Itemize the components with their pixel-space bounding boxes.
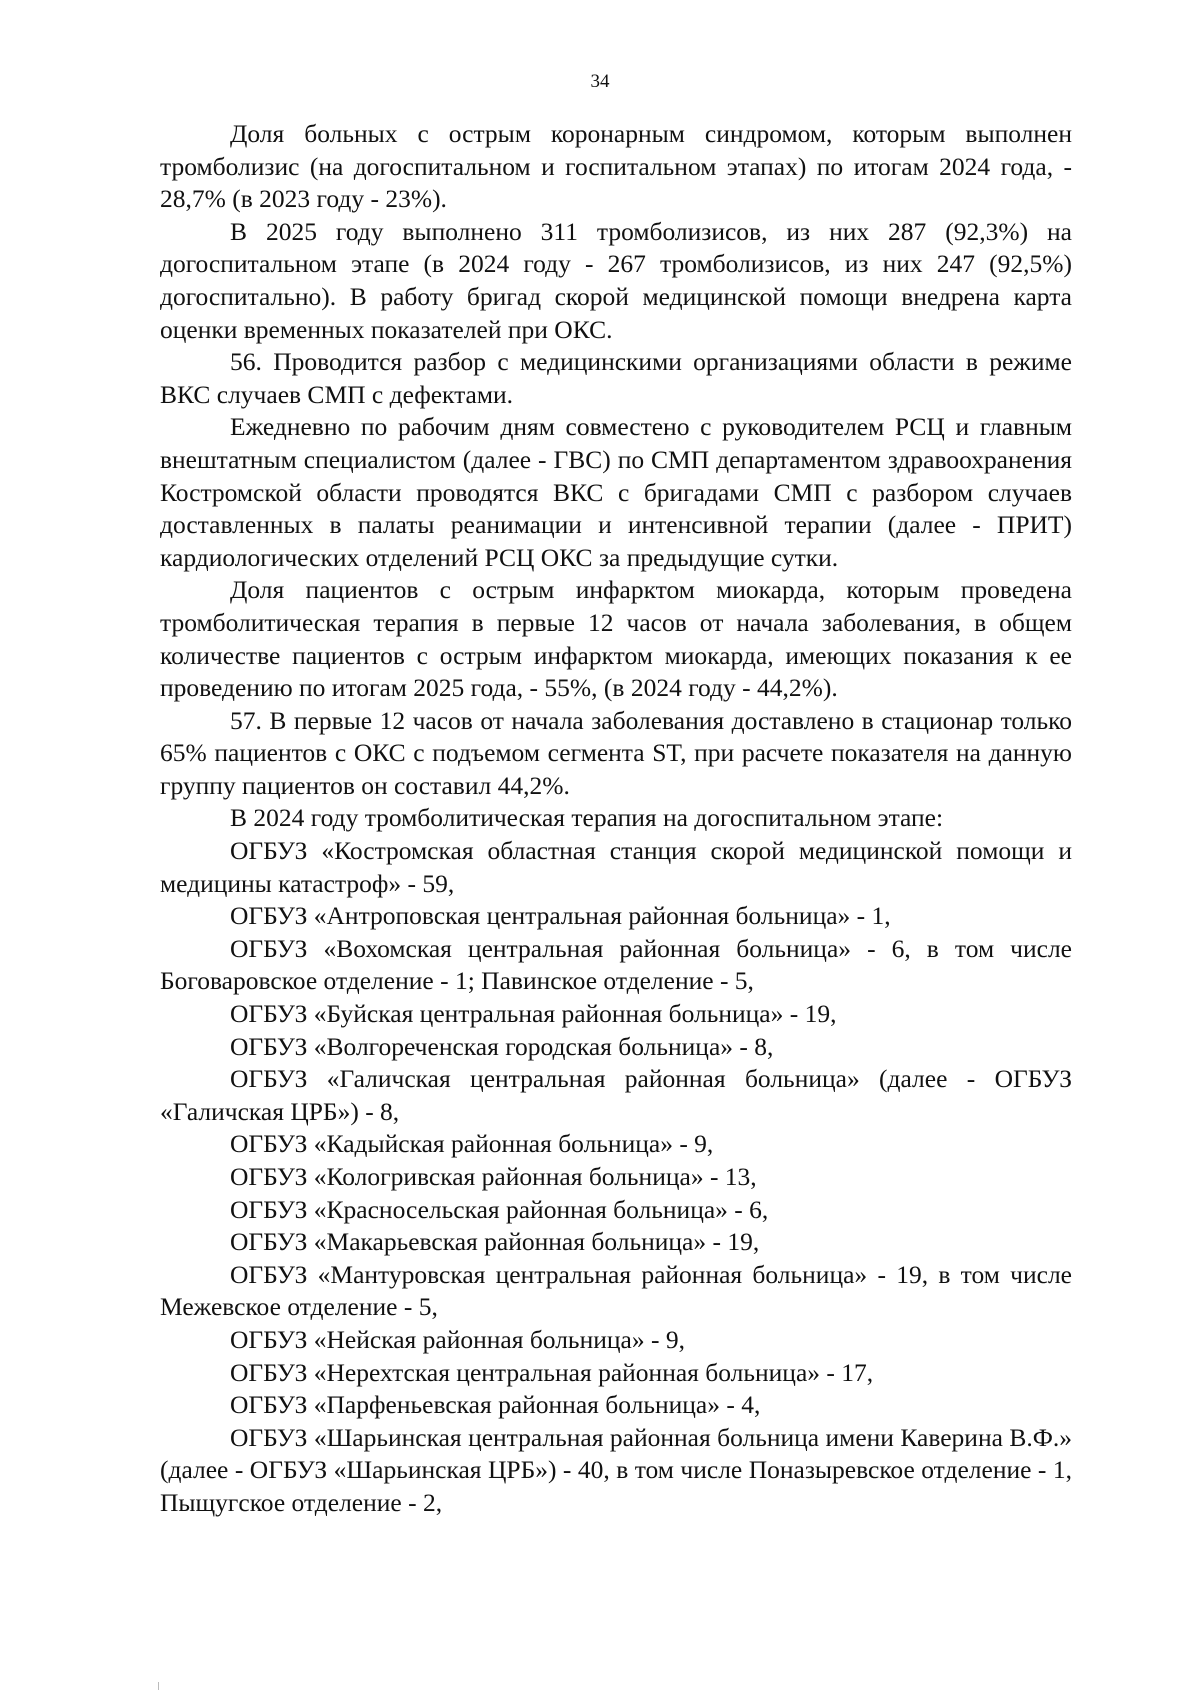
list-item-kostroma-ambulance: ОГБУЗ «Костромская областная станция скорой медицинской помощи и медицины катастроф» - 59, xyxy=(160,836,1072,898)
list-item-makaryev: ОГБУЗ «Макарьевская районная больница» - 19, xyxy=(230,1227,760,1257)
list-item-kadyy: ОГБУЗ «Кадыйская районная больница» - 9, xyxy=(230,1129,714,1159)
paragraph-thrombolysis-count-2025: В 2025 году выполнено 311 тромболизисов, из них 287 (92,3%) на догоспитальном этапе (в 2024 году - 267 тромболизисов, из них 247 (92,5%) догоспитально). В работу бригад скорой медицинской помощи внедрена карта оценки временных показателей при ОКС. xyxy=(160,216,1072,344)
paragraph-acs-thrombolysis-share: Доля больных с острым коронарным синдромом, которым выполнен тромболизис (на догоспитальном и госпитальном этапах) по итогам 2024 года, - 28,7% (в 2023 году - 23%). xyxy=(160,119,1072,214)
paragraph-daily-vks: Ежедневно по рабочим дням совместено с руководителем РСЦ и главным внештатным специалистом (далее - ГВС) по СМП департаментом здравоохранения Костромской области проводятся ВКС с бригадами СМП с разбором случаев доставленных в палаты реанимации и интенсивной терапии (далее - ПРИТ) кардиологических отделений РСЦ ОКС за предыдущие сутки. xyxy=(160,412,1072,572)
list-item-galich: ОГБУЗ «Галичская центральная районная больница» (далее - ОГБУЗ «Галичская ЦРБ») - 8, xyxy=(160,1064,1072,1126)
list-item-manturovo: ОГБУЗ «Мантуровская центральная районная больница» - 19, в том числе Межевское отделение - 5, xyxy=(160,1259,1072,1322)
paragraph-item-56: 56. Проводится разбор с медицинскими организациями области в режиме ВКС случаев СМП с дефектами. xyxy=(160,347,1072,409)
list-item-volgorechensk: ОГБУЗ «Волгореченская городская больница» - 8, xyxy=(230,1031,774,1061)
list-item-vokhma: ОГБУЗ «Вохомская центральная районная больница» - 6, в том числе Боговаровское отделение - 1; Павинское отделение - 5, xyxy=(160,933,1072,996)
document-body xyxy=(160,118,1072,1520)
list-item-buy: ОГБУЗ «Буйская центральная районная больница» - 19, xyxy=(230,999,837,1029)
paragraph-prehospital-intro: В 2024 году тромболитическая терапия на догоспитальном этапе: xyxy=(230,803,944,833)
list-item-sharya: ОГБУЗ «Шарьинская центральная районная больница имени Каверина В.Ф.» (далее - ОГБУЗ «Шарьинская ЦРБ») - 40, в том числе Поназыревское отделение - 1, Пыщугское отделение - 2, xyxy=(160,1422,1072,1517)
list-item-parfenyevo: ОГБУЗ «Парфеньевская районная больница» - 4, xyxy=(230,1390,761,1420)
paragraph-item-57: 57. В первые 12 часов от начала заболевания доставлено в стационар только 65% пациентов с ОКС с подъемом сегмента ST, при расчете показателя на данную группу пациентов он составил 44,2%. xyxy=(160,705,1072,800)
list-item-nerekhta: ОГБУЗ «Нерехтская центральная районная больница» - 17, xyxy=(230,1357,874,1387)
paragraph-mi-thrombolysis-share: Доля пациентов с острым инфарктом миокарда, которым проведена тромболитическая терапия в первые 12 часов от начала заболевания, в общем количестве пациентов с острым инфарктом миокарда, имеющих показания к ее проведению по итогам 2025 года, - 55%, (в 2024 году - 44,2%). xyxy=(160,575,1072,703)
list-item-neya: ОГБУЗ «Нейская районная больница» - 9, xyxy=(230,1324,685,1354)
list-item-krasnoe: ОГБУЗ «Красносельская районная больница» - 6, xyxy=(230,1194,769,1224)
page-number: 34 xyxy=(590,71,610,92)
list-item-antropovo: ОГБУЗ «Антроповская центральная районная больница» - 1, xyxy=(230,901,891,931)
list-item-kologriv: ОГБУЗ «Кологривская районная больница» - 13, xyxy=(230,1162,757,1191)
scan-edge-mark xyxy=(158,1682,159,1690)
